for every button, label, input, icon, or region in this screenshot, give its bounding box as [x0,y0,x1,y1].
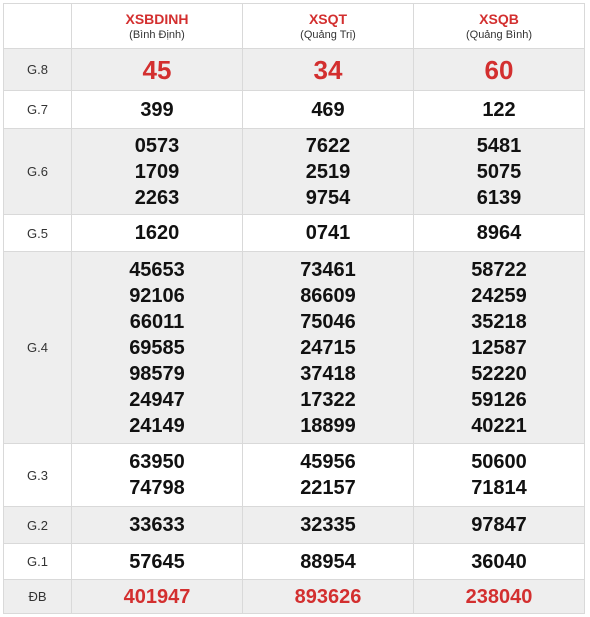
prize-cell [414,444,585,507]
prize-number: 24947 [129,388,185,411]
prize-row [4,444,585,507]
prize-cell [243,507,414,544]
prize-cell [72,544,243,580]
prize-cell [72,444,243,507]
prize-number: 399 [140,98,174,121]
prize-cell [243,580,414,614]
prize-label: G.3 [4,444,72,507]
prize-number: 2263 [134,186,180,209]
prize-cell [243,129,414,215]
prize-number: 45956 [300,451,356,473]
prize-row [4,544,585,580]
prize-label: G.8 [4,49,72,91]
prize-number: 893626 [294,585,362,608]
prize-cell [72,49,243,91]
prize-cell [414,252,585,444]
prize-number: 98579 [129,362,185,385]
province-header [243,4,414,49]
prize-row [4,580,585,614]
prize-cell [72,129,243,215]
prize-number: 59126 [471,388,527,411]
prize-cell [243,91,414,129]
prize-label: G.6 [4,129,72,215]
prize-number: 69585 [129,336,185,359]
prize-number: 22157 [300,477,356,499]
prize-number: 17322 [300,388,356,411]
prize-number: 52220 [471,362,527,385]
province-name: (Bình Định) [129,28,185,41]
prize-number: 5075 [476,160,522,183]
prize-number: 18899 [300,414,356,437]
prize-cell [243,215,414,252]
prize-row [4,252,585,444]
prize-cell [72,252,243,444]
prize-cell [414,215,585,252]
prize-number: 24259 [471,284,527,307]
prize-number: 1620 [134,222,180,244]
prize-number: 33633 [129,514,185,536]
province-code[interactable]: XSQT [308,10,348,27]
prize-row [4,507,585,544]
prize-cell [414,129,585,215]
prize-row [4,129,585,215]
prize-cell [72,580,243,614]
prize-cell [243,49,414,91]
prize-number: 40221 [471,414,527,437]
prize-cell [72,507,243,544]
province-code[interactable]: XSBDINH [125,10,189,27]
prize-number: 86609 [300,284,356,307]
prize-number: 45653 [129,258,185,281]
prize-number: 32335 [300,514,356,536]
prize-row [4,49,585,91]
prize-number: 36040 [471,550,527,573]
prize-number: 66011 [129,310,185,333]
lottery-results-table [3,3,585,614]
prize-row [4,215,585,252]
prize-number: 469 [311,98,345,121]
prize-cell [72,91,243,129]
prize-number: 92106 [129,284,185,307]
prize-cell [414,507,585,544]
prize-number: 0741 [305,222,351,244]
prize-number: 24715 [300,336,356,359]
prize-number: 24149 [129,414,185,437]
prize-number: 9754 [305,186,351,209]
prize-number: 7622 [305,134,351,157]
prize-cell [72,215,243,252]
prize-label: G.5 [4,215,72,252]
prize-number: 75046 [300,310,356,333]
prize-number: 2519 [305,160,351,183]
prize-number: 58722 [471,258,527,281]
prize-number: 88954 [300,550,356,573]
prize-number: 45 [142,54,172,85]
province-header [414,4,585,49]
header-corner [4,4,72,49]
prize-number: 12587 [471,336,527,359]
prize-number: 6139 [476,186,522,209]
prize-cell [414,91,585,129]
prize-number: 74798 [129,477,185,499]
prize-number: 35218 [471,310,527,333]
prize-label: G.2 [4,507,72,544]
prize-cell [243,252,414,444]
prize-number: 34 [313,54,343,85]
prize-number: 122 [482,98,516,121]
prize-number: 401947 [123,585,191,608]
prize-number: 71814 [471,477,527,499]
prize-cell [243,444,414,507]
province-name: (Quảng Bình) [465,28,533,41]
province-code[interactable]: XSQB [479,10,519,27]
prize-cell [414,580,585,614]
prize-cell [243,544,414,580]
header-row [4,4,585,49]
prize-label: G.1 [4,544,72,580]
province-header [72,4,243,49]
prize-number: 238040 [465,585,533,608]
prize-number: 97847 [471,514,527,536]
prize-number: 8964 [476,222,522,244]
prize-number: 5481 [476,134,522,157]
prize-label: G.4 [4,252,72,444]
prize-number: 63950 [129,451,185,473]
prize-number: 37418 [300,362,356,385]
prize-number: 73461 [300,258,356,281]
prize-number: 50600 [471,451,527,473]
prize-row [4,91,585,129]
prize-cell [414,49,585,91]
prize-number: 1709 [134,160,180,183]
prize-number: 60 [484,54,514,85]
prize-number: 0573 [134,134,180,157]
prize-cell [414,544,585,580]
prize-label: ĐB [4,580,72,614]
province-name: (Quảng Trị) [300,28,356,41]
prize-label: G.7 [4,91,72,129]
prize-number: 57645 [129,550,185,573]
